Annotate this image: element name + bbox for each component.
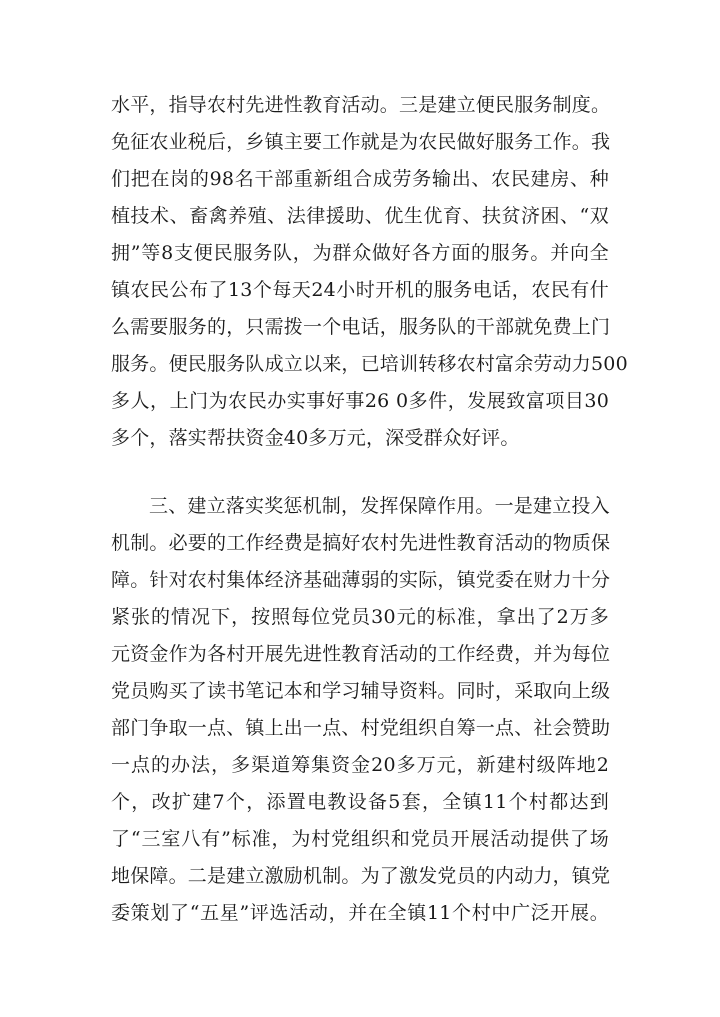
text-line: 多个，落实帮扶资金40多万元，深受群众好评。 [111,427,520,449]
text-line: 元资金作为各村开展先进性教育活动的工作经费，并为每位 [111,643,611,665]
text-line: 一点的办法，多渠道筹集资金20多万元，新建村级阵地2 [111,754,609,776]
text-line: 机制。必要的工作经费是搞好农村先进性教育活动的物质保 [111,532,611,554]
text-line: 委策划了“五星”评选活动，并在全镇11个村中广泛开展。 [111,902,609,924]
text-line: 多人，上门为农民办实事好事26 0多件，发展致富项目30 [111,390,609,412]
text-line: 三、建立落实奖惩机制，发挥保障作用。一是建立投入 [149,495,610,517]
text-line: 么需要服务的，只需拨一个电话，服务队的干部就免费上门 [111,316,611,338]
text-line: 紧张的情况下，按照每位党员30元的标准，拿出了2万多 [111,606,609,628]
text-line: 拥”等8支便民服务队，为群众做好各方面的服务。并向全 [111,242,609,264]
text-line: 部门争取一点、镇上出一点、村党组织自筹一点、社会赞助 [111,717,611,739]
text-line: 水平，指导农村先进性教育活动。三是建立便民服务制度。 [111,94,611,116]
text-line: 了“三室八有”标准，为村党组织和党员开展活动提供了场 [111,828,609,850]
text-line: 免征农业税后，乡镇主要工作就是为农民做好服务工作。我 [111,131,611,153]
text-line: 服务。便民服务队成立以来，已培训转移农村富余劳动力500 [111,353,628,375]
text-line: 镇农民公布了13个每天24小时开机的服务电话，农民有什 [111,279,609,301]
text-line: 们把在岗的98名干部重新组合成劳务输出、农民建房、种 [111,168,609,190]
text-line: 植技术、畜禽养殖、法律援助、优生优育、扶贫济困、“双 [111,205,609,227]
text-line: 地保障。二是建立激励机制。为了激发党员的内动力，镇党 [111,865,611,887]
text-line: 障。针对农村集体经济基础薄弱的实际，镇党委在财力十分 [111,569,611,591]
text-line: 党员购买了读书笔记本和学习辅导资料。同时，采取向上级 [111,680,611,702]
text-line: 个，改扩建7个，添置电教设备5套，全镇11个村都达到 [111,791,609,813]
